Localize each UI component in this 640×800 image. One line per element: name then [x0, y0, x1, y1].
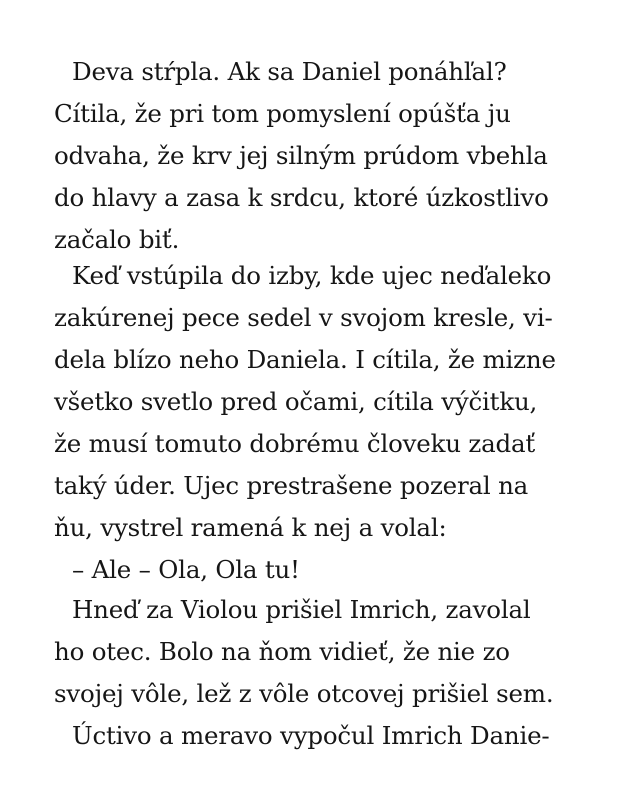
text-line: začalo biť.	[54, 225, 180, 254]
text-line: že musí tomuto dobrému človeku zadať	[54, 429, 536, 458]
text-line: Hneď za Violou prišiel Imrich, zavolal	[72, 595, 531, 624]
text-line: ho otec. Bolo na ňom vidieť, že nie zo	[54, 637, 510, 666]
text-line: Cítila, že pri tom pomyslení opúšťa ju	[54, 99, 511, 128]
text-line: Deva stŕpla. Ak sa Daniel ponáhľal?	[72, 57, 507, 86]
text-line: taký úder. Ujec prestrašene pozeral na	[54, 471, 529, 500]
text-line: dela blízo neho Daniela. I cítila, že mizne	[54, 345, 556, 374]
text-line: Keď vstúpila do izby, kde ujec neďaleko	[72, 261, 552, 290]
text-line: Úctivo a meravo vypočul Imrich Danie-	[72, 721, 550, 750]
text-line: odvaha, že krv jej silným prúdom vbehla	[54, 141, 548, 170]
text-line: – Ale – Ola, Ola tu!	[72, 555, 300, 584]
text-line: do hlavy a zasa k srdcu, ktoré úzkostlivo	[54, 183, 549, 212]
text-line: zakúrenej pece sedel v svojom kresle, vi-	[54, 303, 553, 332]
text-line: svojej vôle, lež z vôle otcovej prišiel sem.	[54, 679, 554, 708]
text-line: ňu, vystrel ramená k nej a volal:	[54, 513, 447, 542]
text-line: všetko svetlo pred očami, cítila výčitku,	[54, 387, 538, 416]
